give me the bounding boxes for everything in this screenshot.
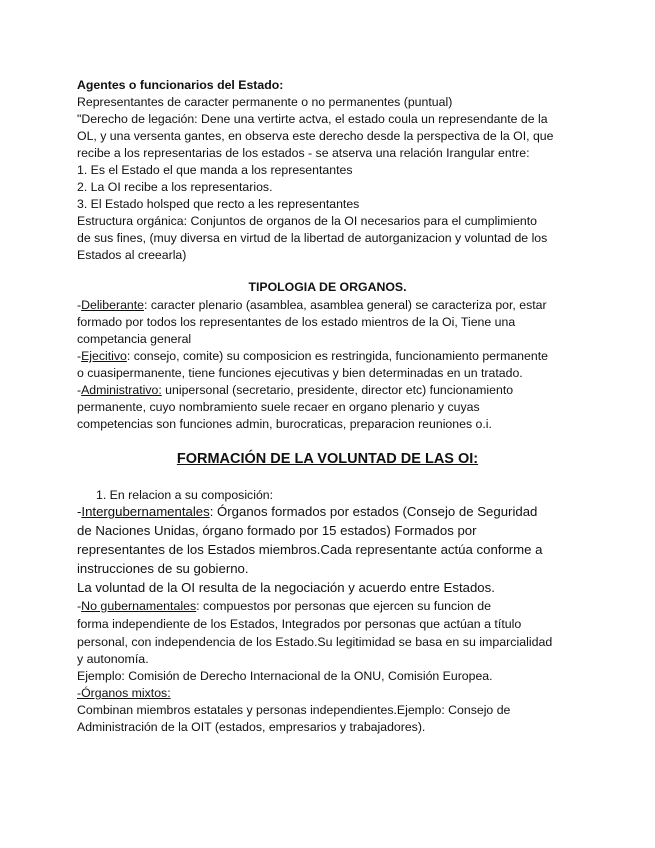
heading-tipologia: TIPOLOGIA DE ORGANOS. <box>248 280 407 294</box>
term-definition: unipersonal (secretario, presidente, director etc) funcionamiento <box>161 383 514 397</box>
paragraph-line: permanente, cuyo nombramiento suele recaer en organo plenario y cuyas <box>77 400 480 414</box>
term-deliberante: Deliberante <box>81 298 144 312</box>
term-administrativo: Administrativo: <box>81 383 162 397</box>
paragraph-line: 2. La OI recibe a los representarios. <box>77 180 273 194</box>
paragraph-line: La voluntad de la OI resulta de la negociación y acuerdo entre Estados. <box>77 580 495 595</box>
paragraph-line: Administración de la OIT (estados, empresarios y trabajadores). <box>77 720 426 734</box>
term-definition: : Órganos formados por estados (Consejo de Seguridad <box>209 504 538 519</box>
paragraph-line: 1. Es el Estado el que manda a los representantes <box>77 163 353 177</box>
term-definition: : consejo, comite) su composicion es restringida, funcionamiento permanente <box>126 349 548 363</box>
paragraph-line: -Deliberante: caracter plenario (asamblea, asamblea general) se caracteriza por, estar <box>77 298 547 312</box>
paragraph-line: -Ejecitivo: consejo, comite) su composicion es restringida, funcionamiento permanente <box>77 349 548 363</box>
term-definition: : caracter plenario (asamblea, asamblea general) se caracteriza por, estar <box>144 298 547 312</box>
paragraph-line: -Administrativo: unipersonal (secretario, presidente, director etc) funcionamiento <box>77 383 514 397</box>
paragraph-line: o cuasipermanente, tiene funciones ejecutivas y bien determinadas en un tratado. <box>77 366 523 380</box>
paragraph-line: instrucciones de su gobierno. <box>77 561 249 576</box>
paragraph-line: -Intergubernamentales: Órganos formados por estados (Consejo de Seguridad <box>77 504 538 519</box>
paragraph-line: OL, y una versenta gantes, en observa este derecho desde la perspectiva de la OI, que <box>77 129 554 143</box>
term-intergubernamentales: Intergubernamentales <box>81 504 210 519</box>
paragraph-line: de sus fines, (muy diversa en virtud de la libertad de autorganizacion y voluntad de los <box>77 231 548 245</box>
paragraph-line: Estructura orgánica: Conjuntos de organos de la OI necesarios para el cumplimiento <box>77 214 538 228</box>
heading-formacion: FORMACIÓN DE LA VOLUNTAD DE LAS OI: <box>176 451 479 467</box>
paragraph-line: Combinan miembros estatales y personas independientes.Ejemplo: Consejo de <box>77 703 511 717</box>
term-organos-mixtos: -Órganos mixtos: <box>77 686 171 700</box>
paragraph-line: -No gubernamentales: compuestos por personas que ejercen su funcion de <box>77 599 491 613</box>
paragraph-line: "Derecho de legación: Dene una vertirte actva, el estado coula un represendante de la <box>77 112 548 126</box>
paragraph-line: y autonomía. <box>77 652 149 666</box>
paragraph-line: forma independiente de los Estados, Integrados por personas que actúan a título <box>77 617 522 631</box>
paragraph-line: formado por todos los representantes de los estado mientros de la Oi, Tiene una <box>77 315 516 329</box>
paragraph-line: 3. El Estado holsped que recto a les representantes <box>77 197 360 211</box>
paragraph-line: de Naciones Unidas, órgano formado por 15 estados) Formados por <box>77 523 477 538</box>
term-no-gubernamentales: No gubernamentales <box>81 599 197 613</box>
list-item: 1. En relacion a su composición: <box>96 488 274 502</box>
example-line: Ejemplo: Comisión de Derecho Internacional de la ONU, Comisión Europea. <box>77 669 493 683</box>
heading-agentes: Agentes o funcionarios del Estado: <box>77 78 284 92</box>
paragraph-line: Estados al creearla) <box>77 248 187 262</box>
paragraph-line: competancia general <box>77 332 192 346</box>
term-ejecitivo: Ejecitivo <box>81 349 127 363</box>
paragraph-line: Representantes de caracter permanente o no permanentes (puntual) <box>77 95 453 109</box>
paragraph-line: competencias son funciones admin, burocraticas, preparacion reuniones o.i. <box>77 417 492 431</box>
term-definition: : compuestos por personas que ejercen su funcion de <box>196 599 491 613</box>
paragraph-line: representantes de los Estados miembros.Cada representante actúa conforme a <box>77 542 543 557</box>
paragraph-line: personal, con independencia de los Estado.Su legitimidad se basa en su imparcialidad <box>77 635 553 649</box>
paragraph-line: recibe a los representarias de los estados - se atserva una relación Irangular entre: <box>77 146 530 160</box>
